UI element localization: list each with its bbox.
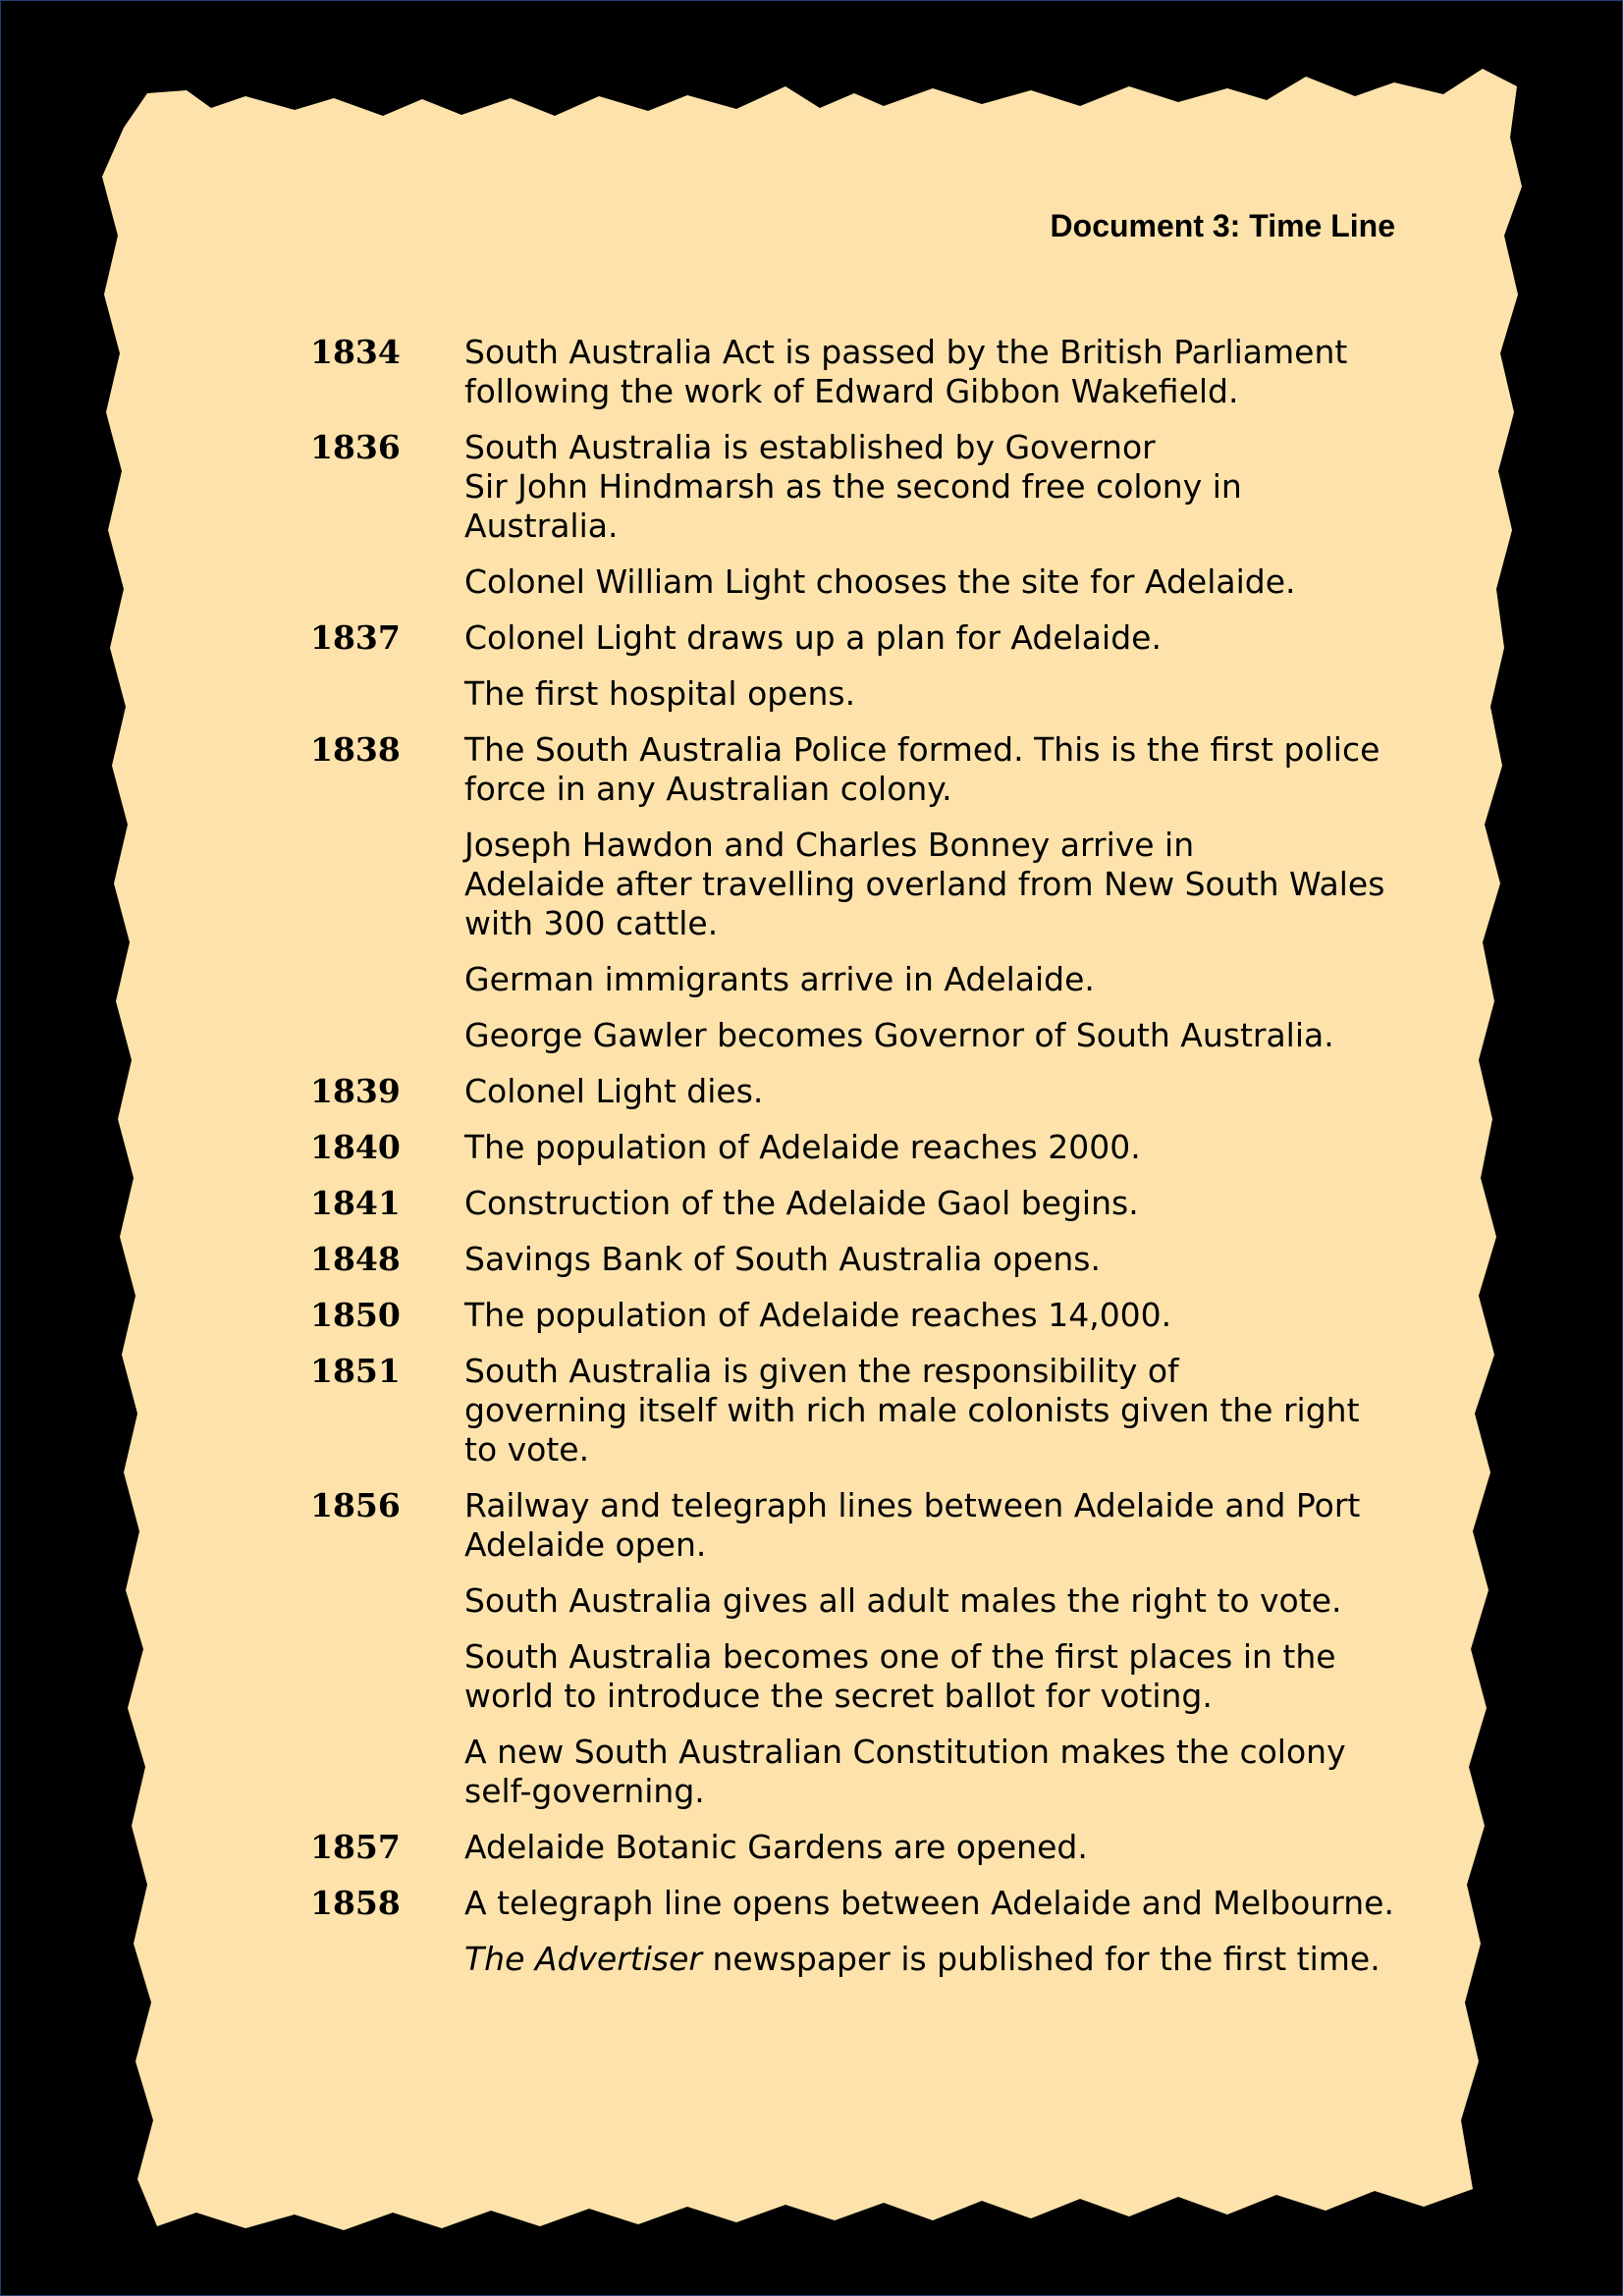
- timeline-entry: [310, 1940, 1430, 1979]
- timeline-entry: [310, 730, 1430, 809]
- entry-year: 1857: [310, 1828, 401, 1866]
- timeline-entry: [310, 1486, 1430, 1565]
- entry-year: 1850: [310, 1296, 401, 1334]
- entry-description: Joseph Hawdon and Charles Bonney arrive in Adelaide after travelling overland from New South Wales with 300 cattle.: [464, 826, 1385, 942]
- timeline-entry: [310, 562, 1430, 602]
- entry-description: Savings Bank of South Australia opens.: [464, 1240, 1101, 1278]
- timeline-entry: [310, 960, 1430, 999]
- document-title: Document 3: Time Line: [1050, 208, 1395, 243]
- timeline-entry: [310, 1016, 1430, 1055]
- entry-year: 1840: [310, 1128, 401, 1166]
- entry-description-text: newspaper is published for the first time.: [701, 1940, 1380, 1978]
- entry-year: [310, 674, 464, 714]
- entry-description: The population of Adelaide reaches 2000.: [464, 1128, 1141, 1166]
- entry-description: Colonel Light draws up a plan for Adelaide.: [464, 618, 1162, 657]
- entry-year: [310, 1637, 464, 1716]
- entry-description: The first hospital opens.: [464, 674, 856, 713]
- entry-year: 1856: [310, 1486, 401, 1524]
- entry-year: [310, 562, 464, 602]
- entry-description: George Gawler becomes Governor of South Australia.: [464, 1016, 1334, 1054]
- timeline-entry: [310, 1128, 1430, 1167]
- entry-description: South Australia is established by Governor Sir John Hindmarsh as the second free colony in Australia.: [464, 428, 1242, 545]
- entry-year: 1837: [310, 618, 401, 657]
- entry-description: South Australia becomes one of the first places in the world to introduce the secret ballot for voting.: [464, 1637, 1336, 1715]
- timeline-entry: [310, 826, 1430, 943]
- timeline-entry: [310, 1828, 1430, 1867]
- entry-year: 1841: [310, 1184, 401, 1222]
- entry-description: Construction of the Adelaide Gaol begins.: [464, 1184, 1139, 1222]
- timeline-entry: [310, 1733, 1430, 1811]
- timeline-entry: [310, 1352, 1430, 1469]
- entry-year: [310, 1733, 464, 1811]
- entry-year: [310, 1581, 464, 1621]
- entry-description: Adelaide Botanic Gardens are opened.: [464, 1828, 1088, 1866]
- entry-description: Railway and telegraph lines between Adelaide and Port Adelaide open.: [464, 1486, 1361, 1564]
- timeline-entry: [310, 1581, 1430, 1621]
- entry-description: The South Australia Police formed. This is the first police force in any Australian colony.: [464, 730, 1380, 808]
- entry-year: 1834: [310, 333, 401, 371]
- entry-year: 1858: [310, 1884, 401, 1922]
- entry-italic-title: The Advertiser: [464, 1940, 702, 1978]
- entry-year: 1848: [310, 1240, 401, 1278]
- timeline-entry: [310, 333, 1430, 411]
- entry-description: South Australia is given the responsibility of governing itself with rich male colonists given the right to vote.: [464, 1352, 1360, 1468]
- entry-description: South Australia Act is passed by the British Parliament following the work of Edward Gibbon Wakefield.: [464, 333, 1348, 410]
- entry-year: 1839: [310, 1072, 401, 1110]
- timeline-entry: [310, 1637, 1430, 1716]
- timeline-list: [310, 333, 1430, 1996]
- entry-description: Colonel Light dies.: [464, 1072, 764, 1110]
- entry-year: [310, 826, 464, 943]
- timeline-entry: [310, 1072, 1430, 1111]
- entry-year: 1838: [310, 730, 401, 769]
- timeline-entry: [310, 428, 1430, 546]
- timeline-entry: [310, 1184, 1430, 1223]
- entry-description: Colonel William Light chooses the site for Adelaide.: [464, 562, 1296, 601]
- entry-description: The population of Adelaide reaches 14,000.: [464, 1296, 1172, 1334]
- timeline-entry: [310, 1296, 1430, 1335]
- timeline-entry: [310, 1884, 1430, 1923]
- timeline-entry: [310, 674, 1430, 714]
- entry-year: 1851: [310, 1352, 401, 1390]
- entry-year: [310, 1016, 464, 1055]
- timeline-entry: [310, 618, 1430, 658]
- entry-year: [310, 960, 464, 999]
- entry-description: A telegraph line opens between Adelaide and Melbourne.: [464, 1884, 1394, 1922]
- timeline-entry: [310, 1240, 1430, 1279]
- entry-year: [310, 1940, 464, 1979]
- entry-description: [464, 1940, 1430, 1979]
- entry-year: 1836: [310, 428, 401, 466]
- entry-description: German immigrants arrive in Adelaide.: [464, 960, 1095, 998]
- entry-description: A new South Australian Constitution makes the colony self-governing.: [464, 1733, 1346, 1810]
- entry-description: South Australia gives all adult males the right to vote.: [464, 1581, 1342, 1620]
